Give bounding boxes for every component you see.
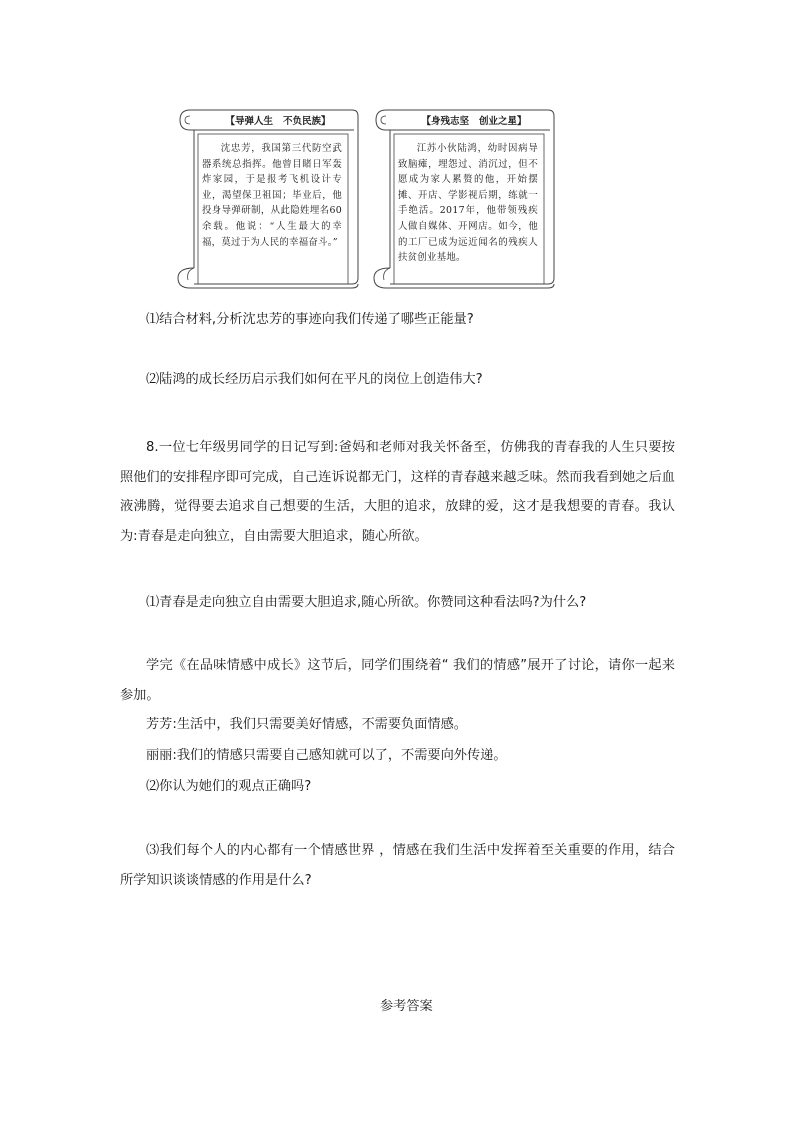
material-text: 江苏小伙陆鸿，幼时因病导致脑瘫，埋怨过、消沉过，但不愿成为家人累赘的他，开始摆摊、开店、学影视后期，练就一手绝活。2017年，他带领残疾人做自媒体、开网店。如今，他的工厂已成为远近闻名的残疾人扶贫创业基地。 [398,143,538,264]
material-panel-right [372,108,556,290]
answer-heading: 参考答案 [380,999,433,1014]
question-8-2: ⑵你认为她们的观点正确吗? [146,779,312,794]
material-text: 沈忠芳，我国第三代防空武器系统总指挥。他曾目睹日军轰炸家园，于是报考飞机设计专业，渴望保卫祖国；毕业后，他投身导弹研制，从此隐姓埋名60余载。他说：“人生最大的幸福，莫过于为人民的幸福奋斗。” [202,143,342,248]
material-title: 【导弹人生 不负民族】 [225,116,331,127]
question-8-3: ⑶我们每个人的内心都有一个情感世界 ，情感在我们生活中发挥着至关重要的作用，结合所学知识谈谈情感的作用是什么? [120,843,675,888]
lili-view: 丽丽:我们的情感只需要自己感知就可以了，不需要向外传递。 [146,748,507,763]
discussion-intro: 学完《在品味情感中成长》这节后，同学们围绕着“ 我们的情感”展开了讨论，请你一起来参加。 [120,658,675,703]
question-8-1: ⑴青春是走向独立自由需要大胆追求,随心所欲。你赞同这种看法吗?为什么? [146,595,587,610]
material-title: 【身残志坚 创业之星】 [421,116,527,127]
question-7-1: ⑴结合材料,分析沈忠芳的事迹向我们传递了哪些正能量? [146,312,474,327]
question-7-2: ⑵陆鸿的成长经历启示我们如何在平凡的岗位上创造伟大? [146,372,483,387]
material-panel-left [176,108,360,290]
fangfang-view: 芳芳:生活中，我们只需要美好情感，不需要负面情感。 [146,717,467,732]
question-8-intro: 8.一位七年级男同学的日记写到:爸妈和老师对我关怀备至，仿佛我的青春我的人生只要按照他们的安排程序即可完成，自己连诉说都无门，这样的青春越来越乏味。然而我看到她之后血液沸腾，觉得要去追求自己想要的生活，大胆的追求，放肆的爱，这才是我想要的青春。我认为:青春是走向独立，自由需要大胆追求，随心所欲。 [120,440,675,544]
